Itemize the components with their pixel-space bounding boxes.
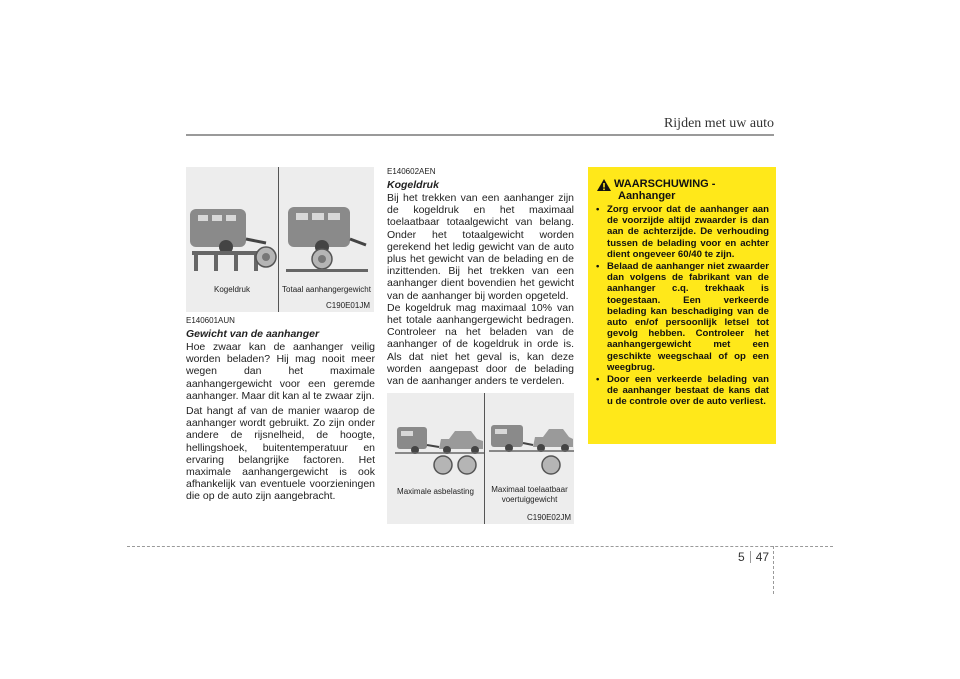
warning-item: • Belaad de aanhanger niet zwaarder dan volgens de fabrikant van de aanhanger c.q. trekhaak is toegestaan. Een verkeerde belading kan beschadiging van de auto en/of persoonlijk letsel tot gevolg hebben. Controleer het aanhangergewicht met een geschikte weegschaal of op een weegbrug. [596, 261, 769, 373]
warning-list [594, 204, 769, 409]
header-rule [186, 134, 774, 136]
warning-title [614, 178, 715, 202]
page-separator [750, 551, 751, 563]
chapter-number: 5 [738, 550, 745, 564]
figure-divider [484, 393, 485, 524]
warning-triangle-icon [596, 178, 612, 192]
warning-item: • Door een verkeerde belading van de aanhanger bestaat de kans dat u de controle over de auto verliest. [596, 374, 769, 408]
bullet-icon: • [596, 204, 600, 215]
section-code: E140601AUN [186, 316, 235, 325]
bullet-icon: • [596, 374, 600, 386]
section-tongue-load [387, 167, 574, 390]
figure-caption-right: Totaal aanhangergewicht [282, 285, 371, 294]
figure-code: C190E01JM [325, 301, 370, 310]
figure-caption-left: Maximale asbelasting [397, 487, 474, 496]
figure-caption-right-line2: voertuiggewicht [501, 495, 558, 504]
warning-box [588, 167, 776, 444]
figure-trailer-weight [186, 167, 374, 312]
page-number-value: 47 [755, 550, 770, 564]
paragraph: Bij het trekken van een aanhanger zijn de kogeldruk en het maximaal toelaatbaar totaalgewicht van belang. Onder het totaalgewicht worden gerekend het ledig gewicht van de auto plus het gewicht van de belading en de inzittenden. Bij het trekken van een aanhanger dient bovendien het gewicht van de aanhanger bij worden opgeteld. [387, 192, 574, 302]
warning-title-line2: Aanhanger [618, 190, 676, 202]
section-code: E140602AEN [387, 167, 436, 176]
section-title: Gewicht van de aanhanger [186, 328, 320, 340]
warning-item: • Zorg ervoor dat de aanhanger aan de voorzijde altijd zwaarder is dan aan de achterzijde. De verhouding tussen de belading voor en achter dient ongeveer 60/40 te zijn. [596, 204, 769, 260]
axle-load-illustration [387, 393, 574, 483]
section-title: Kogeldruk [387, 179, 439, 191]
figure-axle-load [387, 393, 574, 524]
section-trailer-weight [186, 316, 375, 506]
paragraph: Hoe zwaar kan de aanhanger veilig worden beladen? Hij mag nooit meer wegen dan het maximale aanhangergewicht voor een geremde aanhanger. Maar dit kan al te zwaar zijn. [186, 341, 375, 402]
header-title: Rijden met uw auto [663, 116, 774, 131]
bullet-icon: • [596, 261, 600, 273]
paragraph: De kogeldruk mag maximaal 10% van het totale aanhangergewicht bedragen. Controleer na het beladen van de aanhanger of de kogeldruk in orde is. Als dat niet het geval is, kan deze worden aangepast door de belading van de aanhanger anders te verdelen. [387, 301, 574, 388]
figure-code: C190E02JM [526, 513, 571, 522]
footer-rule [127, 546, 833, 547]
page-number [738, 550, 818, 564]
figure-caption-right-line1: Maximaal toelaatbaar [491, 485, 568, 494]
warning-title-line1: WAARSCHUWING - [614, 178, 716, 190]
trailer-weight-illustration [186, 167, 374, 285]
figure-caption-left: Kogeldruk [213, 285, 251, 294]
paragraph: Dat hangt af van de manier waarop de aanhanger wordt gebruikt. Zo zijn onder andere de rijsnelheid, de hoogte, hellingshoek, buitentemperatuur en ervaring belangrijke factoren. Het maximale aanhangergewicht is ook afhankelijk van eventuele voorzieningen die op de auto zijn aangebracht. [186, 405, 375, 503]
